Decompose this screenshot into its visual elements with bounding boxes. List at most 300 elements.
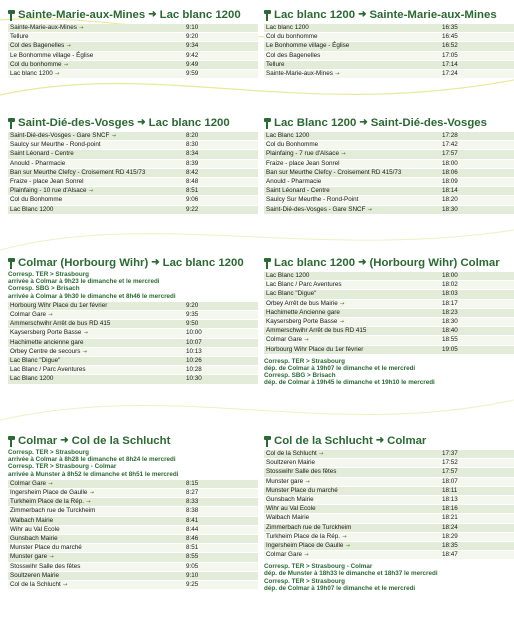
table-row bbox=[8, 498, 258, 507]
table-row bbox=[264, 299, 514, 308]
train-connection-icon: ⇢ bbox=[83, 330, 88, 337]
departure-time: 8:33 bbox=[182, 498, 258, 507]
train-connection-icon: ⇢ bbox=[78, 25, 84, 32]
departure-time: 9:35 bbox=[182, 311, 258, 320]
stop-name: Munster Place du marché bbox=[10, 544, 82, 552]
table-row bbox=[264, 187, 514, 196]
table-row bbox=[264, 168, 514, 177]
departure-time: 8:27 bbox=[182, 489, 258, 498]
table-row bbox=[264, 196, 514, 205]
stop-cell bbox=[264, 336, 438, 345]
stop-name: Ingersheim Place de Gaulle bbox=[266, 541, 344, 549]
stop-name: Ban sur Meurthe Clefcy - Croisement RD 415/73 bbox=[10, 168, 146, 176]
stop-name: Lac Blanc 1200 bbox=[10, 205, 54, 213]
stop-cell bbox=[8, 159, 182, 168]
train-connection-icon: ⇢ bbox=[305, 478, 310, 485]
stop-name: Ingersheim Place de Gaulle bbox=[10, 489, 88, 497]
departure-time: 8:39 bbox=[182, 159, 258, 168]
stop-name: Saint Léonard - Centre bbox=[266, 187, 330, 195]
stop-cell bbox=[8, 516, 182, 525]
stop-cell bbox=[8, 534, 182, 543]
train-connection-icon: ⇢ bbox=[63, 61, 68, 68]
stop-name: Lac Blanc 1200 bbox=[266, 272, 310, 280]
table-row bbox=[264, 505, 514, 514]
table-row bbox=[264, 308, 514, 317]
stop-cell bbox=[8, 302, 182, 311]
connection-note: Corresp. SBG > Brisach bbox=[264, 372, 336, 380]
stop-cell bbox=[264, 477, 438, 486]
stop-cell bbox=[264, 505, 438, 514]
bus-stop-icon bbox=[264, 118, 271, 129]
route-destination: Lac blanc 1200 bbox=[148, 117, 230, 129]
departure-time: 9:10 bbox=[182, 24, 258, 33]
train-connection-icon: ⇢ bbox=[48, 480, 53, 487]
stop-cell bbox=[8, 177, 182, 186]
table-row bbox=[264, 177, 514, 186]
departure-time: 10:13 bbox=[182, 347, 258, 356]
arrow-right-icon: ➜ bbox=[375, 435, 385, 446]
stop-cell bbox=[8, 187, 182, 196]
table-row bbox=[8, 24, 258, 33]
timetable-table bbox=[264, 450, 514, 560]
route-origin: Colmar bbox=[18, 435, 58, 447]
table-row bbox=[264, 141, 514, 150]
stop-name: Lac Blanc 1200 bbox=[266, 132, 310, 140]
connection-note: arrivée à Colmar à 8h28 le dimanche et 8h24 le mercredi bbox=[8, 456, 176, 464]
timetable-s3 bbox=[8, 116, 258, 215]
stop-cell bbox=[264, 196, 438, 205]
departure-time: 18:17 bbox=[438, 299, 514, 308]
bus-stop-icon bbox=[8, 436, 15, 447]
route-origin: Col de la Schlucht bbox=[274, 435, 373, 447]
table-row bbox=[8, 196, 258, 205]
stop-name: Saint Léonard - Centre bbox=[10, 150, 74, 158]
stop-cell bbox=[264, 69, 438, 78]
table-row bbox=[264, 150, 514, 159]
departure-time: 18:55 bbox=[438, 336, 514, 345]
table-row bbox=[264, 486, 514, 495]
departure-time: 17:14 bbox=[438, 60, 514, 69]
stop-cell bbox=[264, 51, 438, 60]
timetable-table bbox=[264, 132, 514, 215]
table-row bbox=[8, 159, 258, 168]
stop-name: Kaysersberg Porte Basse bbox=[10, 329, 82, 337]
train-connection-icon: ⇢ bbox=[88, 188, 93, 195]
timetable-s5 bbox=[8, 256, 258, 385]
table-row bbox=[264, 523, 514, 532]
stop-name: Wihr au Val Ecole bbox=[266, 505, 316, 513]
stop-name: Ban sur Meurthe Clefcy - Croisement RD 415/73 bbox=[266, 168, 402, 176]
connection-note: dép. de Colmar à 19h45 le dimanche et 19h10 le mercredi bbox=[264, 379, 435, 387]
table-row bbox=[8, 571, 258, 580]
stop-name: Fraize - place Jean Sonrel bbox=[266, 159, 340, 167]
departure-time: 17:52 bbox=[438, 459, 514, 468]
departure-time: 8:55 bbox=[182, 553, 258, 562]
stop-cell bbox=[8, 571, 182, 580]
stop-cell bbox=[264, 42, 438, 51]
stop-name: Saulcy sur Meurthe - Rond-point bbox=[10, 141, 101, 149]
connection-note: Corresp. TER > Strasbourg - Colmar bbox=[264, 563, 373, 571]
stop-name: Lac Blanc 1200 bbox=[10, 375, 54, 383]
table-row bbox=[264, 159, 514, 168]
bus-stop-icon bbox=[8, 258, 15, 269]
table-row bbox=[264, 69, 514, 78]
stop-cell bbox=[264, 308, 438, 317]
table-row bbox=[8, 51, 258, 60]
stop-cell bbox=[8, 544, 182, 553]
stop-name: Lac blanc 1200 bbox=[266, 24, 309, 32]
stop-name: Turkheim Place de la Rép. bbox=[10, 498, 84, 506]
route-origin: Lac Blanc 1200 bbox=[274, 117, 357, 129]
stop-name: Munster Place du marché bbox=[266, 486, 338, 494]
stop-name: Col des Bagenelles bbox=[266, 51, 321, 59]
table-row bbox=[264, 290, 514, 299]
stop-name: Le Bonhomme village - Église bbox=[10, 51, 94, 59]
stop-name: Orbey Centre de secours bbox=[10, 347, 81, 355]
connection-note: Corresp. TER > Strasbourg bbox=[264, 577, 346, 585]
stop-name: Zimmerbach rue de Turckheim bbox=[266, 523, 352, 531]
table-row bbox=[8, 375, 258, 384]
departure-time: 18:14 bbox=[438, 187, 514, 196]
stop-cell bbox=[264, 281, 438, 290]
stop-cell bbox=[264, 532, 438, 541]
connection-note: Corresp. TER > Strasbourg bbox=[8, 449, 90, 456]
departure-time: 8:15 bbox=[182, 480, 258, 489]
train-connection-icon: ⇢ bbox=[82, 348, 87, 355]
table-row bbox=[264, 42, 514, 51]
stop-name: Munster gare bbox=[266, 477, 304, 485]
stop-cell bbox=[8, 507, 182, 516]
stop-cell bbox=[8, 33, 182, 42]
table-row bbox=[8, 544, 258, 553]
table-row bbox=[8, 516, 258, 525]
table-row bbox=[8, 132, 258, 141]
timetable-s8 bbox=[264, 434, 514, 592]
departure-time: 18:06 bbox=[438, 168, 514, 177]
stop-cell bbox=[8, 168, 182, 177]
stop-cell bbox=[8, 375, 182, 384]
stop-name: Sainte-Marie-aux-Mines bbox=[10, 24, 77, 32]
connection-note: arrivée à Munster à 8h52 le dimanche et 8h51 le mercredi bbox=[8, 470, 179, 478]
departure-time: 18:35 bbox=[438, 541, 514, 550]
arrow-right-icon: ➜ bbox=[137, 117, 146, 128]
bus-stop-icon bbox=[8, 10, 15, 21]
departure-time: 18:24 bbox=[438, 523, 514, 532]
arrow-right-icon: ➜ bbox=[358, 257, 367, 268]
table-row bbox=[264, 272, 514, 281]
table-row bbox=[8, 205, 258, 214]
timetable-title bbox=[264, 116, 514, 130]
departure-time: 17:05 bbox=[438, 51, 514, 60]
bus-stop-icon bbox=[264, 436, 271, 447]
timetable-title bbox=[8, 434, 258, 448]
stop-name: Turkheim Place de la Rép. bbox=[266, 532, 340, 540]
train-connection-icon: ⇢ bbox=[49, 554, 54, 561]
route-destination: Saint-Dié-des-Vosges bbox=[370, 117, 487, 129]
departure-time: 8:48 bbox=[182, 177, 258, 186]
stop-cell bbox=[8, 480, 182, 489]
stop-cell bbox=[264, 177, 438, 186]
connection-note: dép. de Colmar à 19h07 le dimanche et le mercredi bbox=[264, 364, 416, 372]
timetable-s2 bbox=[264, 8, 514, 79]
table-row bbox=[264, 327, 514, 336]
departure-time: 17:57 bbox=[438, 150, 514, 159]
connection-notes bbox=[264, 563, 514, 592]
stop-cell bbox=[264, 514, 438, 523]
table-row bbox=[8, 60, 258, 69]
departure-time: 18:16 bbox=[438, 505, 514, 514]
timetable-title bbox=[264, 8, 514, 22]
stop-cell bbox=[8, 329, 182, 338]
departure-time: 8:46 bbox=[182, 534, 258, 543]
stop-name: Colmar Gare bbox=[266, 551, 303, 559]
departure-time: 9:42 bbox=[182, 51, 258, 60]
table-row bbox=[8, 320, 258, 329]
timetable-s1 bbox=[8, 8, 258, 79]
train-connection-icon: ⇢ bbox=[345, 542, 350, 549]
stop-cell bbox=[264, 60, 438, 69]
stop-cell bbox=[8, 311, 182, 320]
timetable-title bbox=[8, 8, 258, 22]
stop-cell bbox=[264, 150, 438, 159]
arrow-right-icon: ➜ bbox=[60, 435, 69, 446]
connection-notes bbox=[8, 271, 258, 300]
table-row bbox=[264, 205, 514, 214]
train-connection-icon: ⇢ bbox=[318, 451, 323, 458]
departure-time: 17:57 bbox=[438, 468, 514, 477]
connection-note: Corresp. TER > Strasbourg bbox=[264, 357, 346, 365]
departure-time: 16:35 bbox=[438, 24, 514, 33]
stop-cell bbox=[264, 132, 438, 141]
bus-stop-icon bbox=[264, 258, 271, 269]
train-connection-icon: ⇢ bbox=[54, 71, 59, 78]
departure-time: 18:30 bbox=[438, 317, 514, 326]
stop-name: Plainfaing - 7 rue d'Alsace bbox=[266, 150, 339, 158]
departure-time: 18:13 bbox=[438, 495, 514, 504]
stop-name: Orbey Arrêt de bus Mairie bbox=[266, 299, 338, 307]
train-connection-icon: ⇢ bbox=[367, 206, 372, 213]
timetable-table bbox=[8, 480, 258, 590]
stop-name: Col du bonhomme bbox=[10, 60, 62, 68]
stop-name: Colmar Gare bbox=[10, 311, 47, 319]
stop-name: Lac Blanc "Digue" bbox=[266, 290, 317, 298]
timetable-table bbox=[264, 24, 514, 79]
stop-cell bbox=[8, 196, 182, 205]
departure-time: 17:24 bbox=[438, 69, 514, 78]
stop-name: Gunsbach Mairie bbox=[10, 535, 58, 543]
connection-note: Corresp. SBG > Brisach bbox=[8, 285, 80, 293]
stop-cell bbox=[8, 205, 182, 214]
table-row bbox=[8, 33, 258, 42]
route-origin: Lac blanc 1200 bbox=[274, 257, 356, 269]
departure-time: 17:28 bbox=[438, 132, 514, 141]
train-connection-icon: ⇢ bbox=[339, 319, 344, 326]
train-connection-icon: ⇢ bbox=[340, 151, 346, 158]
table-row bbox=[264, 24, 514, 33]
stop-cell bbox=[8, 562, 182, 571]
stop-name: Lac Blanc / Parc Aventures bbox=[266, 281, 342, 289]
departure-time: 8:44 bbox=[182, 525, 258, 534]
stop-name: Walbach Mairie bbox=[266, 514, 310, 522]
departure-time: 8:51 bbox=[182, 544, 258, 553]
departure-time: 8:42 bbox=[182, 168, 258, 177]
route-origin: Sainte-Marie-aux-Mines bbox=[18, 9, 146, 21]
stop-cell bbox=[264, 327, 438, 336]
table-row bbox=[8, 311, 258, 320]
departure-time: 10:07 bbox=[182, 338, 258, 347]
stop-name: Munster gare bbox=[10, 553, 48, 561]
stop-name: Saint-Dié-des-Vosges - Gare SNCF bbox=[266, 205, 366, 213]
stop-name: Le Bonhomme village - Église bbox=[266, 42, 350, 50]
table-row bbox=[8, 525, 258, 534]
stop-cell bbox=[8, 356, 182, 365]
stop-cell bbox=[8, 338, 182, 347]
departure-time: 10:00 bbox=[182, 329, 258, 338]
stop-name: Horbourg Wihr Place du 1er février bbox=[266, 345, 364, 353]
timetable-title bbox=[8, 116, 258, 130]
timetable-s6 bbox=[264, 256, 514, 387]
table-row bbox=[264, 60, 514, 69]
table-row bbox=[264, 551, 514, 560]
stop-cell bbox=[8, 525, 182, 534]
stop-cell bbox=[264, 495, 438, 504]
train-connection-icon: ⇢ bbox=[66, 43, 71, 50]
departure-time: 16:52 bbox=[438, 42, 514, 51]
departure-time: 8:51 bbox=[182, 187, 258, 196]
departure-time: 10:26 bbox=[182, 356, 258, 365]
train-connection-icon: ⇢ bbox=[339, 300, 344, 307]
stop-cell bbox=[264, 317, 438, 326]
stop-name: Stosswihr Salle des fêtes bbox=[10, 562, 81, 570]
stop-name: Anould - Pharmacie bbox=[10, 159, 66, 167]
table-row bbox=[8, 69, 258, 78]
table-row bbox=[8, 562, 258, 571]
table-row bbox=[264, 477, 514, 486]
departure-time: 18:20 bbox=[438, 196, 514, 205]
stop-cell bbox=[264, 468, 438, 477]
table-row bbox=[264, 514, 514, 523]
train-connection-icon: ⇢ bbox=[304, 337, 309, 344]
bus-stop-icon bbox=[8, 118, 15, 129]
timetable-s7 bbox=[8, 434, 258, 590]
departure-time: 9:05 bbox=[182, 562, 258, 571]
arrow-right-icon: ➜ bbox=[148, 9, 157, 20]
stop-cell bbox=[8, 132, 182, 141]
departure-time: 18:07 bbox=[438, 477, 514, 486]
stop-name: Lac Blanc / Parc Aventures bbox=[10, 366, 86, 374]
stop-name: Colmar Gare bbox=[10, 479, 47, 487]
stop-cell bbox=[264, 33, 438, 42]
stop-name: Lac blanc 1200 bbox=[10, 70, 53, 78]
stop-cell bbox=[8, 51, 182, 60]
stop-name: Kaysersberg Porte Basse bbox=[266, 318, 338, 326]
stop-cell bbox=[8, 141, 182, 150]
stop-cell bbox=[264, 272, 438, 281]
table-row bbox=[8, 338, 258, 347]
stop-name: Col du Bonhomme bbox=[10, 196, 63, 204]
route-destination: Lac blanc 1200 bbox=[159, 9, 241, 21]
table-row bbox=[8, 480, 258, 489]
departure-time: 9:20 bbox=[182, 302, 258, 311]
table-row bbox=[8, 553, 258, 562]
departure-time: 18:03 bbox=[438, 290, 514, 299]
connection-note: dép. de Munster à 18h33 le dimanche et 18h37 le mercredi bbox=[264, 570, 438, 578]
departure-time: 9:20 bbox=[182, 33, 258, 42]
route-destination: (Horbourg Wihr) Colmar bbox=[369, 257, 500, 269]
stop-cell bbox=[264, 205, 438, 214]
departure-time: 8:30 bbox=[182, 141, 258, 150]
route-destination: Lac blanc 1200 bbox=[162, 257, 244, 269]
stop-cell bbox=[8, 580, 182, 589]
departure-time: 9:50 bbox=[182, 320, 258, 329]
timetable-table bbox=[264, 272, 514, 355]
stop-cell bbox=[8, 24, 182, 33]
stop-name: Ammerschwihr Arrêt de bus RD 415 bbox=[10, 320, 111, 328]
connection-note: dép. de Colmar à 19h07 le dimanche et le mercredi bbox=[264, 584, 416, 592]
route-origin: Colmar (Horbourg Wihr) bbox=[18, 257, 149, 269]
stop-name: Sainte-Marie-aux-Mines bbox=[266, 70, 333, 78]
table-row bbox=[8, 347, 258, 356]
departure-time: 18:11 bbox=[438, 486, 514, 495]
departure-time: 18:09 bbox=[438, 177, 514, 186]
stop-cell bbox=[264, 523, 438, 532]
route-destination: Colmar bbox=[387, 435, 427, 447]
connection-notes bbox=[264, 358, 514, 387]
stop-name: Col du Bonhomme bbox=[266, 141, 319, 149]
timetable-s4 bbox=[264, 116, 514, 215]
table-row bbox=[8, 187, 258, 196]
timetable-title bbox=[264, 256, 514, 270]
departure-time: 9:25 bbox=[182, 580, 258, 589]
stop-cell bbox=[264, 187, 438, 196]
connection-note: arrivée à Colmar à 9h23 le dimanche et le mercredi bbox=[8, 278, 160, 286]
stop-name: Soultzeren Mairie bbox=[10, 571, 59, 579]
stop-cell bbox=[264, 459, 438, 468]
stop-cell bbox=[264, 299, 438, 308]
departure-time: 18:00 bbox=[438, 159, 514, 168]
route-destination: Sainte-Marie-aux-Mines bbox=[369, 9, 497, 21]
stop-cell bbox=[264, 450, 438, 459]
departure-time: 8:34 bbox=[182, 150, 258, 159]
stop-name: Anould - Pharmacie bbox=[266, 178, 322, 186]
table-row bbox=[264, 132, 514, 141]
departure-time: 17:42 bbox=[438, 141, 514, 150]
stop-cell bbox=[8, 366, 182, 375]
departure-time: 9:49 bbox=[182, 60, 258, 69]
connection-note: arrivée à Colmar à 9h30 le dimanche et 8h46 le mercredi bbox=[8, 292, 176, 300]
table-row bbox=[264, 33, 514, 42]
stop-name: Hachimette Ancienne gare bbox=[266, 308, 340, 316]
table-row bbox=[264, 495, 514, 504]
stop-name: Col de la Schlucht bbox=[266, 450, 317, 458]
departure-time: 8:41 bbox=[182, 516, 258, 525]
stop-cell bbox=[8, 60, 182, 69]
stop-name: Hachimette ancienne gare bbox=[10, 338, 84, 346]
table-row bbox=[264, 317, 514, 326]
route-origin: Lac blanc 1200 bbox=[274, 9, 356, 21]
stop-name: Colmar Gare bbox=[266, 336, 303, 344]
train-connection-icon: ⇢ bbox=[48, 312, 53, 319]
stop-cell bbox=[8, 553, 182, 562]
route-destination: Col de la Schlucht bbox=[71, 435, 171, 447]
stop-name: Lac Blanc "Digue" bbox=[10, 357, 61, 365]
bus-stop-icon bbox=[264, 10, 271, 21]
stop-name: Soultzeren Mairie bbox=[266, 459, 315, 467]
departure-time: 10:28 bbox=[182, 366, 258, 375]
route-origin: Saint-Dié-des-Vosges bbox=[18, 117, 135, 129]
table-row bbox=[8, 302, 258, 311]
table-row bbox=[8, 168, 258, 177]
